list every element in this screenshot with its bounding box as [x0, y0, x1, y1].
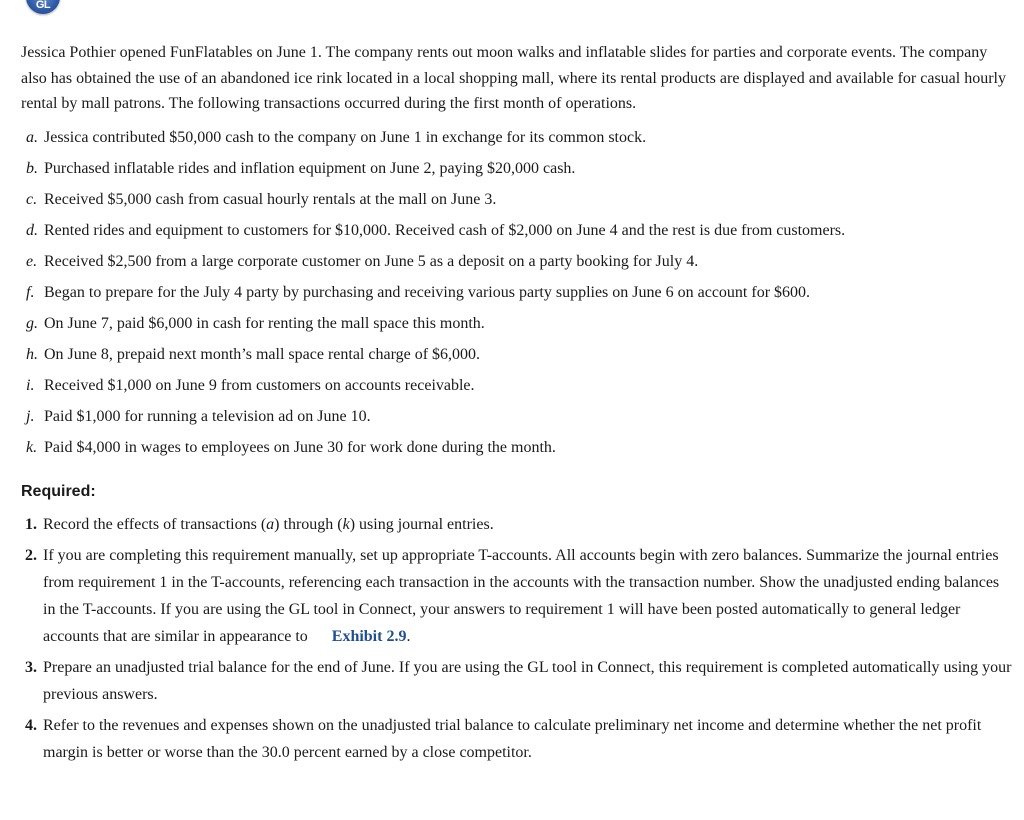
requirement-var-k: k: [342, 516, 350, 533]
transaction-letter: e.: [26, 253, 38, 270]
requirement-item: [0, 542, 1024, 650]
transaction-item: [0, 250, 1024, 281]
requirements-list: [0, 511, 1024, 770]
transaction-letter: b.: [26, 160, 38, 177]
transaction-text: Received $1,000 on June 9 from customers on accounts receivable.: [44, 377, 475, 394]
requirement-var-a: a: [266, 516, 275, 533]
transaction-item: [0, 312, 1024, 343]
requirement-number: 4.: [25, 717, 37, 734]
transaction-letter: a.: [26, 129, 38, 146]
transaction-text: Received $2,500 from a large corporate customer on June 5 as a deposit on a party booking for July 4.: [44, 253, 699, 270]
transaction-letter: f.: [26, 284, 35, 301]
transaction-text: Paid $4,000 in wages to employees on June 30 for work done during the month.: [44, 439, 556, 456]
transaction-letter: k.: [26, 439, 38, 456]
transaction-item: [0, 219, 1024, 250]
transaction-item: [0, 281, 1024, 312]
transaction-letter: i.: [26, 377, 35, 394]
requirement-text: ) using journal entries.: [349, 516, 494, 533]
transaction-letter: d.: [26, 222, 38, 239]
transaction-text: On June 8, prepaid next month’s mall space rental charge of $6,000.: [44, 346, 481, 363]
transactions-list: [0, 126, 1024, 467]
transaction-item: [0, 436, 1024, 467]
requirement-number: 3.: [25, 659, 37, 676]
gl-badge-icon[interactable]: [26, 0, 60, 14]
transaction-letter: c.: [26, 191, 38, 208]
transaction-text: Began to prepare for the July 4 party by purchasing and receiving various party supplies on June 6 on account for $600.: [44, 284, 811, 301]
requirement-text: ) through (: [274, 516, 343, 533]
transaction-item: [0, 374, 1024, 405]
transaction-item: [0, 157, 1024, 188]
requirement-text: Prepare an unadjusted trial balance for the end of June. If you are using the GL tool in Connect, this requirement is completed automatically using your previous answers.: [43, 659, 1012, 703]
transaction-text: Received $5,000 cash from casual hourly rentals at the mall on June 3.: [44, 191, 497, 208]
requirement-text: .: [406, 628, 411, 645]
exhibit-link[interactable]: Exhibit 2.9: [331, 628, 407, 645]
transaction-text: Purchased inflatable rides and inflation equipment on June 2, paying $20,000 cash.: [44, 160, 576, 177]
requirement-text: If you are completing this requirement manually, set up appropriate T-accounts. All accounts begin with zero balances. Summarize the journal entries from requirement 1 in the T-accounts, referencing each transaction in the accounts with the transaction number. Show the unadjusted ending balances in the T-accounts. If you are using the GL tool in Connect, your answers to requirement 1 will have been posted automatically to general ledger accounts that are similar in appearance to: [43, 547, 1000, 645]
transaction-item: [0, 405, 1024, 436]
requirement-item: [0, 511, 1024, 538]
requirement-item: [0, 654, 1024, 708]
transaction-letter: h.: [26, 346, 38, 363]
gl-badge-label: GL: [35, 0, 51, 11]
requirement-item: [0, 712, 1024, 766]
requirement-number: 1.: [25, 516, 37, 533]
transaction-item: [0, 126, 1024, 157]
requirement-text: Record the effects of transactions (: [43, 516, 267, 533]
requirement-number: 2.: [25, 547, 37, 564]
transaction-text: Rented rides and equipment to customers for $10,000. Received cash of $2,000 on June 4 and the rest is due from customers.: [44, 222, 846, 239]
transaction-item: [0, 188, 1024, 219]
transaction-text: Paid $1,000 for running a television ad on June 10.: [44, 408, 371, 425]
problem-intro: Jessica Pothier opened FunFlatables on June 1. The company rents out moon walks and inflatable slides for parties and corporate events. The company also has obtained the use of an abandoned ice rink located in a local shopping mall, where its rental products are displayed and available for casual hourly rental by mall patrons. The following transactions occurred during the first month of operations.: [21, 44, 1006, 112]
required-heading: Required:: [21, 483, 96, 500]
transaction-text: On June 7, paid $6,000 in cash for renting the mall space this month.: [44, 315, 485, 332]
transaction-text: Jessica contributed $50,000 cash to the company on June 1 in exchange for its common stock.: [44, 129, 647, 146]
transaction-letter: j.: [26, 408, 35, 425]
requirement-text: Refer to the revenues and expenses shown on the unadjusted trial balance to calculate preliminary net income and determine whether the net profit margin is better or worse than the 30.0 percent earned by a close competitor.: [43, 717, 982, 761]
transaction-letter: g.: [26, 315, 38, 332]
transaction-item: [0, 343, 1024, 374]
